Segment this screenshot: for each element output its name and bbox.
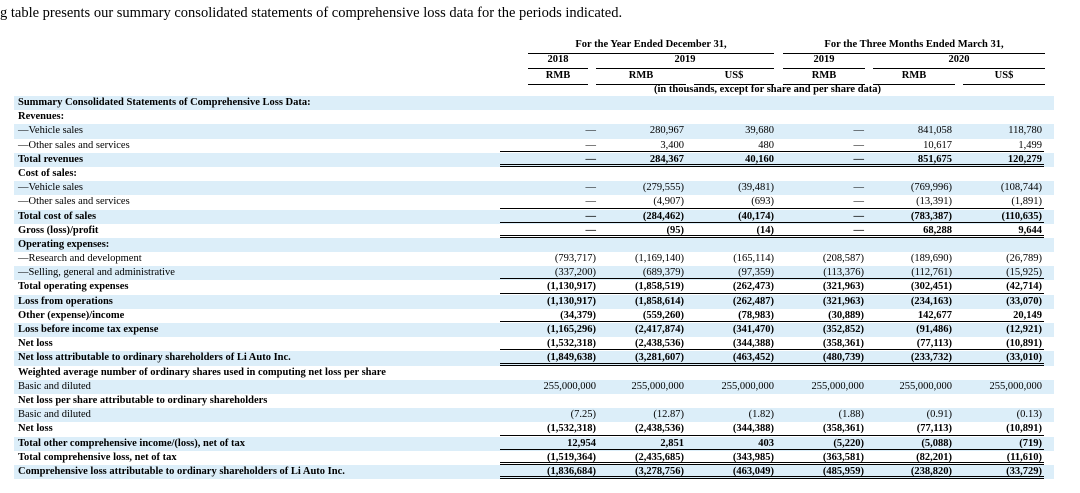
col-2019-rmb-value: (95) [594,224,684,238]
col-2019-usd-value: 403 [684,437,774,451]
col-2019-rmb-value: (559,260) [594,309,684,323]
col-2019-rmb-value: (1,858,614) [635,295,684,307]
col-2018-rmb-value: (1,532,318) [506,422,596,436]
row-label: Weighted average number of ordinary shares used in computing net loss per share [18,366,386,378]
header-currency: US$ [994,70,1014,81]
row-label: Basic and diluted [18,409,91,421]
col-2018-rmb-value: (1,849,638) [506,351,596,365]
header-group-year: For the Year Ended December 31, [575,39,727,50]
col-q2019-rmb-value: (352,852) [822,324,864,335]
col-2018-rmb-value: (1,165,296) [547,324,596,335]
col-q2019-rmb-value: (358,361) [774,422,864,436]
row-label: Operating expenses: [18,238,110,250]
col-q2020-usd-value: (719) [952,437,1042,451]
col-q2019-rmb-value: (480,739) [774,351,864,365]
header-currency: RMB [545,70,571,81]
col-q2019-rmb-value: — [774,153,864,167]
col-q2020-rmb-value: (238,820) [862,465,952,479]
col-q2020-rmb-value: (112,761) [862,266,952,280]
col-q2020-rmb-value: (189,690) [910,253,952,265]
col-2018-rmb-value: (7.25) [570,409,596,421]
col-2019-rmb-value: (3,281,607) [594,351,684,365]
row-label: Total comprehensive loss, net of tax [18,451,177,463]
col-q2020-usd-value: (33,070) [1006,295,1042,307]
table-row [14,110,1054,124]
col-q2019-rmb-value: 255,000,000 [811,380,864,392]
table-row [14,195,1054,209]
col-2019-rmb-value: (2,438,536) [594,337,684,351]
row-label: Net loss attributable to ordinary shareholders of Li Auto Inc. [18,352,291,364]
col-q2020-rmb-value: (5,088) [862,437,952,451]
col-q2019-rmb-value: (321,963) [774,280,864,294]
col-q2020-rmb-value: 255,000,000 [899,380,952,392]
col-q2020-rmb-value: (91,486) [916,324,952,335]
header-currency: RMB [901,70,927,81]
col-q2020-rmb-value: (233,732) [862,351,952,365]
table-row [14,366,1054,380]
table-row [14,210,1054,224]
table-row [14,323,1054,337]
row-label: —Other sales and services [18,196,130,208]
table-row [14,124,1054,138]
row-label: Summary Consolidated Statements of Comprehensive Loss Data: [18,97,311,108]
col-q2020-usd-value: (0.13) [1016,409,1042,421]
header-year-2019-quarter-underline [783,68,865,69]
col-2019-rmb-value: 255,000,000 [631,380,684,392]
col-2018-rmb-value: (34,379) [506,309,596,323]
col-q2020-rmb-value: 68,288 [862,224,952,238]
col-q2020-rmb-value: (77,113) [862,422,952,436]
col-2019-usd-value: (39,481) [738,182,774,194]
header-currency: RMB [811,70,837,81]
col-2018-rmb-value: (793,717) [554,253,596,265]
col-2019-rmb-value: (2,438,536) [594,422,684,436]
col-2019-usd-value: (341,470) [732,324,774,335]
col-2018-rmb-value: — [506,153,596,167]
row-label: —Vehicle sales [18,182,84,194]
table-row [14,266,1054,280]
table-row [14,238,1054,252]
col-2019-rmb-value: (2,435,685) [594,451,684,465]
statement-table [14,96,1054,479]
row-label: Total operating expenses [18,281,129,293]
col-2019-rmb-value: (279,555) [642,182,684,194]
table-row [14,422,1054,436]
col-q2020-usd-value: 20,149 [952,309,1042,323]
col-q2020-usd-value: (11,610) [952,451,1042,465]
col-q2020-rmb-value: 851,675 [862,153,952,167]
col-q2019-rmb-value: (208,587) [822,253,864,265]
col-q2020-rmb-value: (0.91) [926,409,952,421]
row-label: —Selling, general and administrative [18,267,175,279]
col-q2020-usd-value: (26,789) [1006,253,1042,265]
table-row [14,451,1054,465]
col-2019-usd-value: (78,983) [684,309,774,323]
col-2019-usd-value: 39,680 [745,125,774,137]
col-q2019-rmb-value: (5,220) [774,437,864,451]
table-row [14,394,1054,408]
col-2019-usd-value: (344,388) [684,337,774,351]
row-label: Cost of sales: [18,167,77,179]
col-q2019-rmb-value: (113,376) [774,266,864,280]
col-2019-usd-value: (1.82) [748,409,774,421]
col-q2020-usd-value: (42,714) [952,280,1042,294]
col-q2020-rmb-value: 841,058 [917,125,952,137]
header-year-2019-annual: 2019 [674,54,696,65]
header-year-2020-underline [873,68,1045,69]
col-2018-rmb-value: (1,836,684) [506,465,596,479]
table-row [14,96,1054,110]
row-label: Other (expense)/income [18,309,125,321]
col-2018-rmb-value: — [506,195,596,209]
col-q2020-rmb-value: (13,391) [862,195,952,209]
col-2019-rmb-value: (12.87) [653,409,684,421]
col-q2020-rmb-value: (769,996) [910,182,952,194]
col-q2020-usd-value: 120,279 [952,153,1042,167]
table-row [14,167,1054,181]
col-2019-rmb-value: (689,379) [594,266,684,280]
table-row [14,465,1054,479]
col-q2019-rmb-value: — [774,195,864,209]
table-row [14,252,1054,266]
table-row [14,280,1054,294]
row-label: Revenues: [18,111,65,123]
row-label: Total other comprehensive income/(loss), net of tax [18,437,245,449]
col-2018-rmb-value: (1,130,917) [506,280,596,294]
col-2018-rmb-value: — [506,210,596,224]
header-year-2018: 2018 [547,54,569,65]
col-2019-usd-value: (344,388) [684,422,774,436]
col-2018-rmb-value: — [585,125,596,137]
col-2019-rmb-value: 284,367 [594,153,684,167]
row-label: Basic and diluted [18,380,91,392]
table-row [14,295,1054,309]
table-row [14,408,1054,422]
col-q2019-rmb-value: (1.88) [838,409,864,421]
col-2019-usd-value: (693) [684,195,774,209]
col-2018-rmb-value: (337,200) [506,266,596,280]
col-2019-usd-value: (262,473) [684,280,774,294]
col-2018-rmb-value: 255,000,000 [543,380,596,392]
col-2019-usd-value: (40,174) [684,210,774,224]
row-label: Gross (loss)/profit [18,224,99,236]
col-q2019-rmb-value: — [774,210,864,224]
table-row [14,351,1054,365]
col-q2020-usd-value: (108,744) [1000,182,1042,194]
col-2018-rmb-value: (1,130,917) [547,295,596,307]
row-label: Net loss [18,338,53,350]
header-year-2020: 2020 [948,54,970,65]
table-row [14,139,1054,153]
col-2019-rmb-value: (4,907) [594,195,684,209]
col-2018-rmb-value: — [506,139,596,153]
col-q2020-usd-value: 118,780 [1008,125,1042,137]
col-2019-rmb-value: (1,169,140) [635,253,684,265]
header-year-2018-underline [528,68,588,69]
col-2019-usd-value: (165,114) [733,253,774,265]
col-2019-rmb-value: 2,851 [594,437,684,451]
col-2018-rmb-value: (1,532,318) [506,337,596,351]
intro-text: g table presents our summary consolidated statements of comprehensive loss data for the periods indicated. [0,5,623,21]
col-q2020-usd-value: 1,499 [952,139,1042,153]
col-q2019-rmb-value: (358,361) [774,337,864,351]
col-q2020-usd-value: (12,921) [1006,324,1042,335]
col-q2020-usd-value: (110,635) [952,210,1042,224]
col-q2019-rmb-value: (363,581) [774,451,864,465]
row-label: Comprehensive loss attributable to ordinary shareholders of Li Auto Inc. [18,465,345,477]
row-label: Net loss [18,423,53,435]
header-year-2019-annual-underline [596,68,774,69]
col-q2020-usd-value: (33,010) [952,351,1042,365]
row-label: —Other sales and services [18,139,130,151]
col-2019-usd-value: 255,000,000 [721,380,774,392]
col-q2020-usd-value: (10,891) [952,422,1042,436]
col-2019-usd-value: (463,049) [684,465,774,479]
col-2019-usd-value: (463,452) [684,351,774,365]
col-q2020-usd-value: 9,644 [952,224,1042,238]
col-2019-rmb-value: (2,417,874) [635,324,684,335]
col-2018-rmb-value: 12,954 [506,437,596,451]
row-label: Loss before income tax expense [18,324,159,335]
col-2019-rmb-value: (1,858,519) [594,280,684,294]
table-row [14,181,1054,195]
row-label: —Research and development [18,253,142,265]
table-row [14,437,1054,451]
header-group-quarter: For the Three Months Ended March 31, [824,39,1004,50]
col-q2020-usd-value: (1,891) [952,195,1042,209]
table-row [14,224,1054,238]
col-q2019-rmb-value: — [774,139,864,153]
col-2018-rmb-value: — [585,182,596,194]
table-row [14,337,1054,351]
col-2019-usd-value: 480 [684,139,774,153]
header-year-2019-quarter: 2019 [813,54,835,65]
col-q2020-usd-value: (33,729) [952,465,1042,479]
header-units-note: (in thousands, except for share and per share data) [654,84,882,95]
col-2019-usd-value: (14) [684,224,774,238]
table-row [14,309,1054,323]
col-q2020-rmb-value: (82,201) [862,451,952,465]
col-2019-rmb-value: 3,400 [594,139,684,153]
row-label: Total cost of sales [18,210,97,222]
col-2019-usd-value: (97,359) [684,266,774,280]
col-2019-usd-value: (343,985) [684,451,774,465]
header-currency: US$ [724,70,744,81]
col-q2019-rmb-value: — [853,125,864,137]
col-q2020-usd-value: (15,925) [952,266,1042,280]
col-q2020-usd-value: (10,891) [952,337,1042,351]
row-label: Loss from operations [18,295,113,307]
header-currency-underline [528,84,588,85]
table-row [14,380,1054,394]
col-2019-usd-value: (262,487) [732,295,774,307]
col-q2020-rmb-value: 142,677 [862,309,952,323]
col-2019-usd-value: 40,160 [684,153,774,167]
row-label: Total revenues [18,153,84,165]
col-q2020-usd-value: 255,000,000 [989,380,1042,392]
col-2019-rmb-value: (3,278,756) [594,465,684,479]
col-q2019-rmb-value: (321,963) [822,295,864,307]
col-q2019-rmb-value: — [774,224,864,238]
row-label: Net loss per share attributable to ordinary shareholders [18,394,268,406]
table-row [14,153,1054,167]
col-2019-rmb-value: 280,967 [649,125,684,137]
col-2019-rmb-value: (284,462) [594,210,684,224]
col-q2020-rmb-value: 10,617 [862,139,952,153]
header-currency: RMB [628,70,654,81]
col-q2020-rmb-value: (302,451) [862,280,952,294]
row-label: —Vehicle sales [18,125,84,137]
col-q2020-rmb-value: (234,163) [910,295,952,307]
col-q2020-rmb-value: (783,387) [862,210,952,224]
col-q2019-rmb-value: — [853,182,864,194]
col-q2020-rmb-value: (77,113) [862,337,952,351]
col-q2019-rmb-value: (485,959) [774,465,864,479]
col-q2019-rmb-value: (30,889) [774,309,864,323]
col-2018-rmb-value: (1,519,364) [506,451,596,465]
col-2018-rmb-value: — [506,224,596,238]
